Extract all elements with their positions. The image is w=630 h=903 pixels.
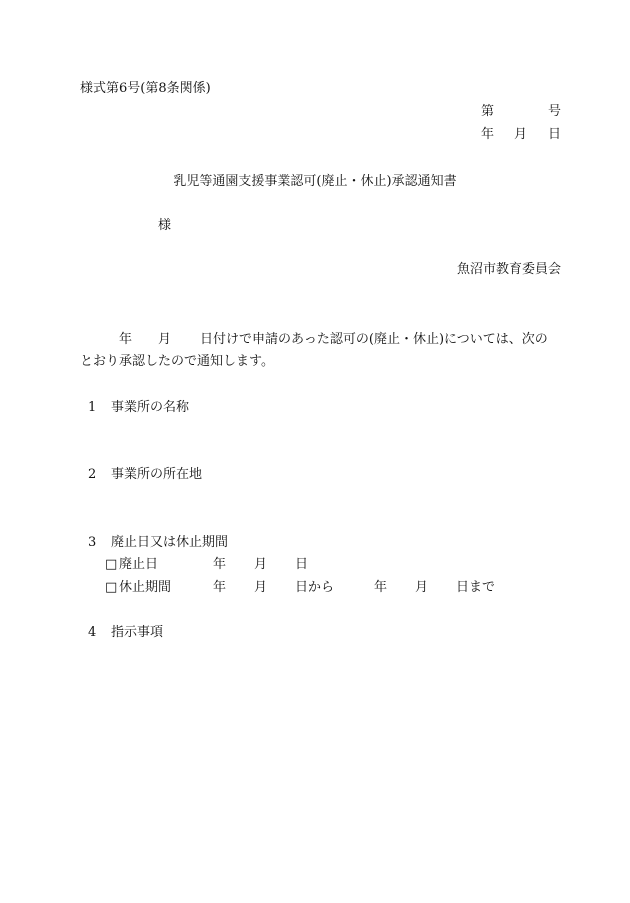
suspension-checkbox-icon: □ (105, 580, 118, 595)
item-label: 事業所の所在地 (111, 467, 203, 482)
abolition-label: 廃止日 (119, 557, 159, 572)
addressee-suffix: 様 (158, 218, 172, 233)
abolition-month: 月 (254, 557, 268, 572)
suspension-to-year: 年 (374, 580, 388, 595)
document-number-prefix: 第 (481, 104, 495, 119)
issuer-name: 魚沼市教育委員会 (456, 262, 561, 277)
abolition-year: 年 (213, 557, 227, 572)
body-line2-text: とおり承認したので通知します。 (80, 354, 274, 369)
suspension-from-year: 年 (213, 580, 227, 595)
body-month: 月 (158, 332, 172, 347)
form-number: 様式第6号(第8条関係) (80, 81, 211, 96)
issue-date-day: 日 (548, 127, 562, 142)
document-title: 乳児等通園支援事業認可(廃止・休止)承認通知書 (173, 174, 457, 189)
suspension-from-day: 日から (295, 580, 335, 595)
item-number: 3 (88, 535, 97, 550)
issue-date-year: 年 (481, 127, 495, 142)
abolition-checkbox-icon: □ (105, 557, 118, 572)
item-label: 指示事項 (111, 625, 164, 640)
body-year: 年 (119, 332, 133, 347)
item-number: 1 (88, 400, 97, 415)
body-line1-text: 日付けで申請のあった認可の(廃止・休止)については、次の (200, 332, 548, 347)
suspension-to-day: 日まで (456, 580, 496, 595)
suspension-from-month: 月 (254, 580, 268, 595)
document-number-suffix: 号 (548, 104, 562, 119)
issue-date-month: 月 (514, 127, 528, 142)
item-label: 事業所の名称 (111, 400, 190, 415)
suspension-label: 休止期間 (119, 580, 172, 595)
item-label: 廃止日又は休止期間 (111, 535, 229, 550)
abolition-day: 日 (295, 557, 309, 572)
item-number: 4 (88, 625, 97, 640)
item-number: 2 (88, 467, 97, 482)
suspension-to-month: 月 (415, 580, 429, 595)
